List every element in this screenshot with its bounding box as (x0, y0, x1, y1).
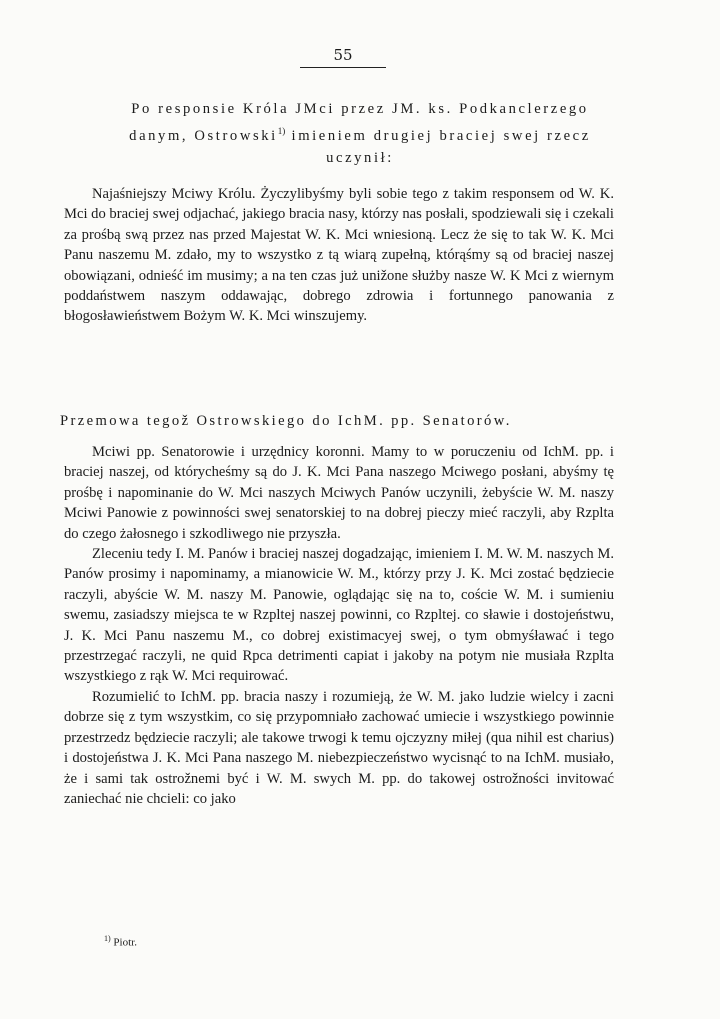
heading-line-2-start: danym, Ostrowski (129, 127, 278, 144)
paragraph: Najaśniejszy Mciwy Królu. Życzylibyśmy byli sobie tego z takim responsem od W. K. Mci do braciej swej odjachać, jakiego bracia nasy, którzy nas posłali, spodziewali się i czekali za prośbą swą przez nas przed Majestat W. K. Mci wniesioną. Lecz że się to tak W. K. Mci Panu naszemu M. zdało, my to wszystko z tą wiarą zupełną, którąśmy są od braciej naszej obowiązani, odnieść im musimy; a na ten czas już unižone służby nasze W. K Mci z wiernym poddaństwem naszym oddawając, dobrego zdrowia i fortunnego panowania z błogosławieństwem Bożym W. K. Mci winszujemy. (64, 186, 614, 325)
section-heading-senators: Przemowa tegož Ostrowskiego do IchM. pp. Senatorów. (60, 413, 512, 429)
paragraph: Zleceniu tedy I. M. Panów i braciej naszej dogadzając, imieniem I. M. W. M. naszych M. Panów prosimy i napominamy, a mianowicie W. M., którzy przy J. K. Mci zostać będziecie raczyli, abyście W. M. naszy M. Panowie, oglądając się na to, coście W. M. i sumieniu swemu, zasiadszy miejsca te w Rzpltej naszej powinni, co Rzpltej. co sławie i dostojeństwu, J. K. Mci Panu naszemu M., co dobrej existimacyej swej, o tym obmyśławać i tego przestrzegać raczyli, ne quid Rpca detrimenti capiat i jakoby na potym nie musiała Rzplta wszystkiego z rąk W. Mci requirować. (64, 546, 614, 685)
paragraph: Mciwi pp. Senatorowie i urzędnicy koronni. Mamy to w poruczeniu od IchM. pp. i braciej naszej, od którycheśmy są do J. K. Mci Pana naszego Mciwego posłani, abyśmy tę prośbę i napominanie do W. Mci naszych Mciwych Panów uczynili, żebyście W. M. naszy Mciwi Panowie z powinności swej senatorskiej to na dobrej pieczy mieć raczyli, aby Rzplta do czego żałosnego i szkodliwego nie przyszła. (64, 444, 614, 542)
heading-line-3: uczynił: (326, 149, 394, 166)
speech-to-king (64, 184, 614, 327)
section-heading-response (60, 98, 660, 169)
heading-line-2-end: imieniem drugiej braciej swej rzecz (285, 127, 591, 144)
footnote-mark: 1) (104, 934, 111, 943)
footnote (104, 934, 137, 949)
heading-line-2 (60, 120, 660, 147)
footnote-reference: 1) (277, 126, 286, 136)
speech-to-senators (64, 442, 614, 809)
heading-line-1: Po responsie Króla JMci przez JM. ks. Podkanclerzego (131, 101, 589, 117)
paragraph: Rozumielić to IchM. pp. bracia naszy i rozumieją, że W. M. jako ludzie wielcy i zacni dobrze się z tym wszystkim, co się przypomniało zachować umiecie i wszystkiego powinnie przestrzedz będziecie raczyli; ale takowe trwogi k temu ojczyzny miłej (qua nihil est charius) i dostojeństwa J. K. Mci Pana naszego M. niebezpieczeństwo wycisnąć to na IchM. musiało, że i sami tak ostrožnemi być i W. M. swych M. pp. do takowej ostrožności invitować zaniechać nie chcieli: co jako (64, 688, 614, 807)
footnote-text: Piotr. (110, 936, 137, 949)
page-number: 55 (300, 46, 386, 68)
